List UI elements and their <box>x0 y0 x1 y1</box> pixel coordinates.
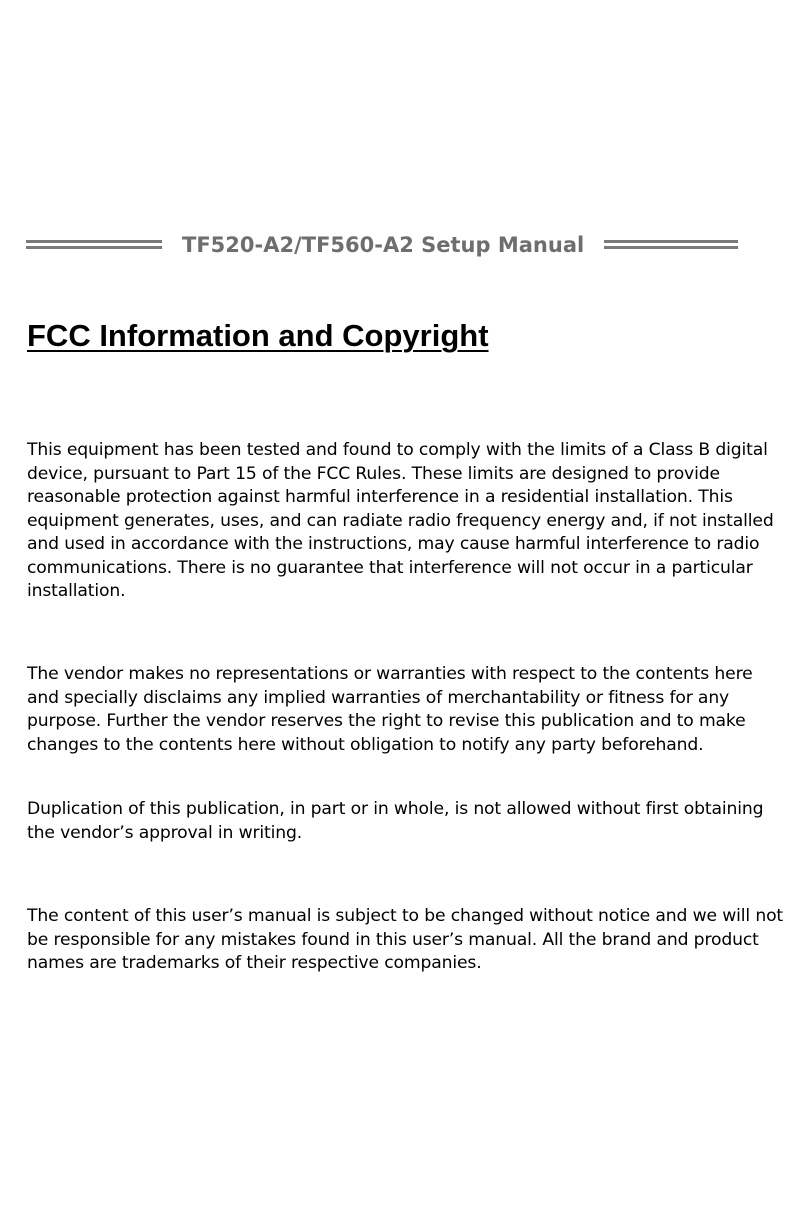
header-rule-left <box>26 239 162 251</box>
header-rule-right <box>604 239 738 251</box>
fcc-compliance-paragraph: This equipment has been tested and found to comply with the limits of a Class B digital device, pursuant to Part 15 of the FCC Rules. These limits are designed to provide reasonable protection against harmful interference in a residential installation. This equipment generates, uses, and can radiate radio frequency energy and, if not installed and used in accordance with the instructions, may cause harmful interference to radio communications. There is no guarantee that interference will not occur in a particular installation. <box>27 440 774 601</box>
duplication-notice-paragraph: Duplication of this publication, in part or in whole, is not allowed without first obtaining the vendor’s approval in writing. <box>27 799 764 843</box>
manual-title: TF520-A2/TF560-A2 Setup Manual <box>182 233 585 257</box>
warranty-disclaimer-paragraph: The vendor makes no representations or warranties with respect to the contents here and specially disclaims any implied warranties of merchantability or fitness for any purpose. Further the vendor reserves the right to revise this publication and to make changes to the contents here without obligation to notify any party beforehand. <box>27 664 753 755</box>
manual-header <box>26 228 782 262</box>
page-title: FCC Information and Copyright <box>27 318 489 353</box>
trademark-notice-paragraph: The content of this user’s manual is subject to be changed without notice and we will not be responsible for any mistakes found in this user’s manual. All the brand and product names are trademarks of their respective companies. <box>27 906 784 973</box>
